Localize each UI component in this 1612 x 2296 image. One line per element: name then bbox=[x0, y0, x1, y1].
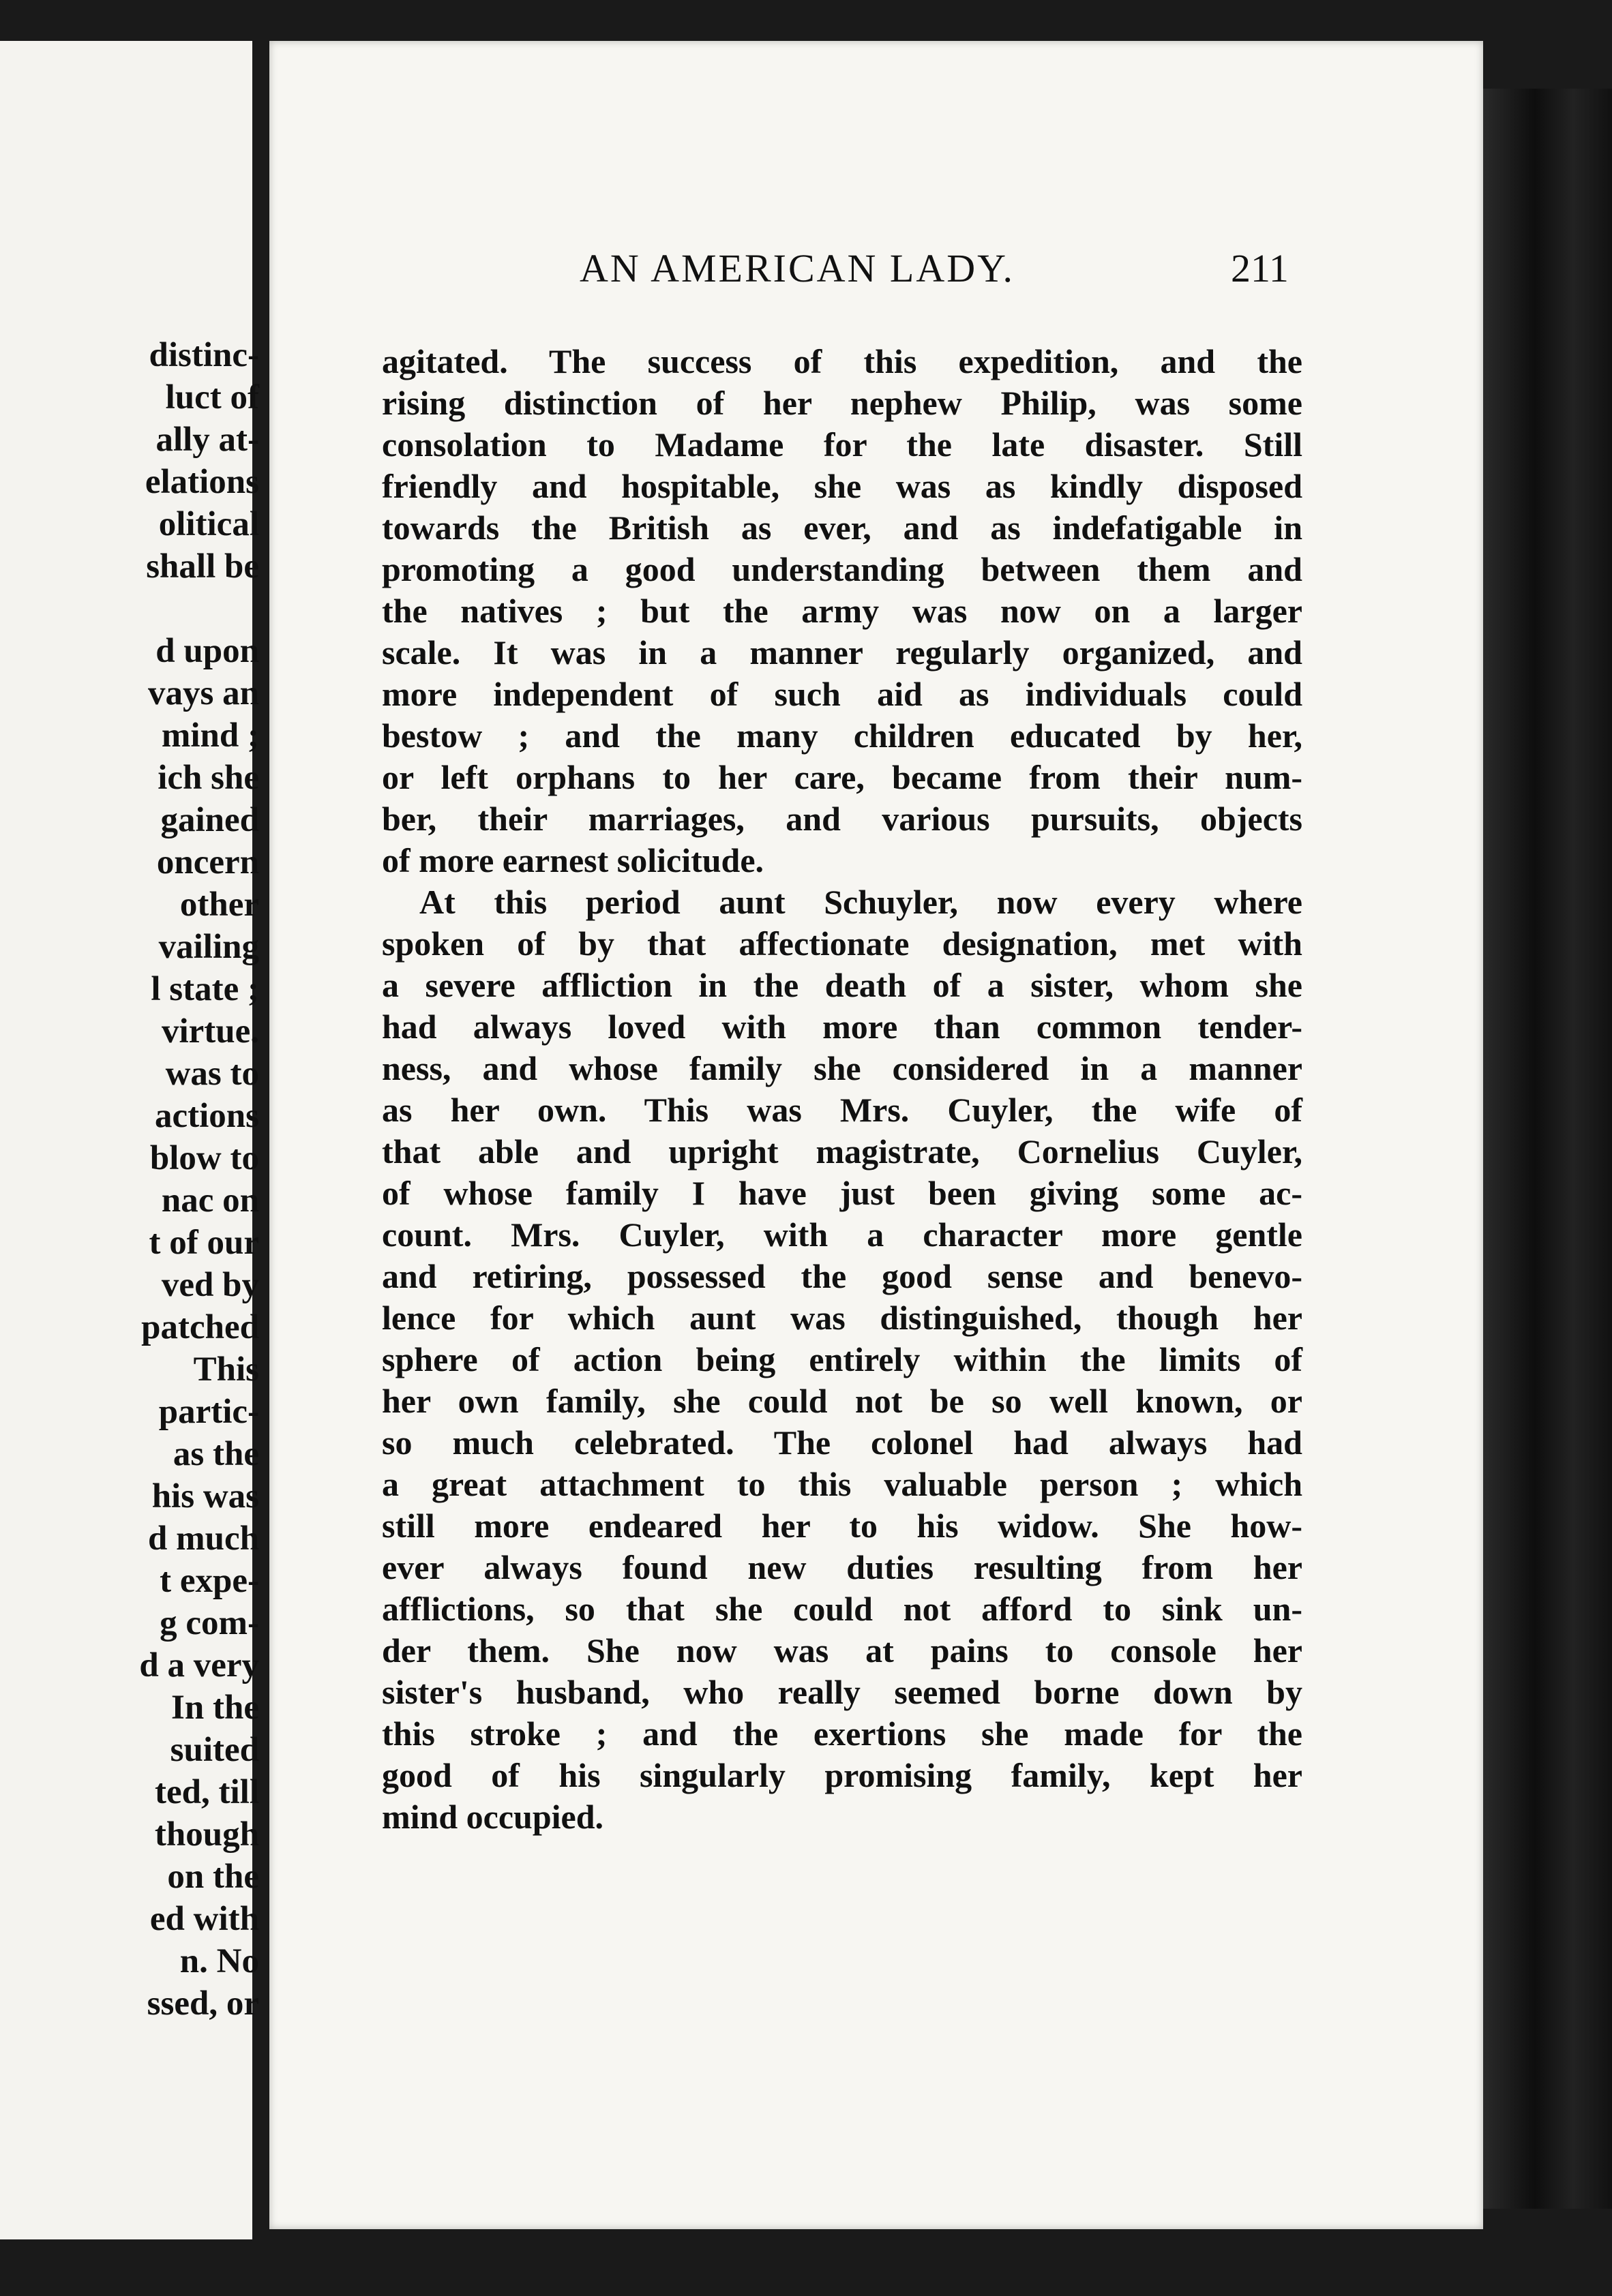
facing-page-line: on the bbox=[167, 1858, 259, 1896]
text-line: towards the British as ever, and as indefatigable in bbox=[382, 509, 1302, 547]
facing-page-line: partic- bbox=[158, 1393, 259, 1431]
text-line: and retiring, possessed the good sense and benevo- bbox=[382, 1257, 1302, 1295]
text-line: the natives ; but the army was now on a larger bbox=[382, 592, 1302, 630]
text-line: ever always found new duties resulting from her bbox=[382, 1548, 1302, 1586]
text-line: At this period aunt Schuyler, now every where bbox=[419, 883, 1302, 921]
facing-page-line: gained bbox=[160, 801, 259, 839]
text-line: afflictions, so that she could not afford to sink un- bbox=[382, 1590, 1302, 1628]
text-line: that able and upright magistrate, Cornelius Cuyler, bbox=[382, 1132, 1302, 1170]
text-line: so much celebrated. The colonel had always had bbox=[382, 1423, 1302, 1462]
facing-page-line: n. No bbox=[179, 1942, 259, 1980]
text-line: consolation to Madame for the late disaster. Still bbox=[382, 425, 1302, 464]
facing-page-line: ed with bbox=[149, 1900, 259, 1938]
facing-page-line: ich she bbox=[158, 759, 259, 797]
text-line: good of his singularly promising family, kept her bbox=[382, 1756, 1302, 1794]
facing-page-line: though bbox=[154, 1815, 259, 1854]
text-line: spoken of by that affectionate designation, met with bbox=[382, 924, 1302, 963]
text-line: sphere of action being entirely within the limits of bbox=[382, 1340, 1302, 1378]
facing-page-line: oncern bbox=[156, 843, 259, 881]
facing-page-line: t expe- bbox=[160, 1562, 259, 1600]
text-line: agitated. The success of this expedition, and the bbox=[382, 342, 1302, 380]
text-line: ber, their marriages, and various pursuits, objects bbox=[382, 800, 1302, 838]
text-line: or left orphans to her care, became from their num- bbox=[382, 758, 1302, 796]
facing-page-text bbox=[0, 334, 259, 2025]
text-line: more independent of such aid as individuals could bbox=[382, 675, 1302, 713]
text-line: lence for which aunt was distinguished, though her bbox=[382, 1299, 1302, 1337]
facing-page-line: his was bbox=[151, 1477, 259, 1515]
facing-page-line: g com- bbox=[160, 1604, 259, 1642]
text-line: of more earnest solicitude. bbox=[382, 841, 764, 879]
text-line: a severe affliction in the death of a sister, whom she bbox=[382, 966, 1302, 1004]
book-edge-shadow bbox=[1483, 89, 1612, 2209]
facing-page-line: vays an bbox=[148, 674, 259, 712]
text-line: a great attachment to this valuable person ; which bbox=[382, 1465, 1302, 1503]
facing-page-line: nac on bbox=[161, 1181, 259, 1220]
text-line: her own family, she could not be so well known, or bbox=[382, 1382, 1302, 1420]
text-line: bestow ; and the many children educated by her, bbox=[382, 716, 1302, 755]
facing-page-line: actions bbox=[155, 1097, 259, 1135]
facing-page-line: as the bbox=[173, 1435, 259, 1473]
facing-page-line: In the bbox=[171, 1689, 259, 1727]
facing-page-line: distinc- bbox=[149, 336, 259, 374]
text-line: rising distinction of her nephew Philip, was some bbox=[382, 384, 1302, 422]
running-head bbox=[269, 245, 1483, 293]
text-line: der them. She now was at pains to console her bbox=[382, 1631, 1302, 1670]
facing-page-line: ssed, or bbox=[147, 1984, 259, 2023]
text-line: promoting a good understanding between them and bbox=[382, 550, 1302, 588]
text-line: sister's husband, who really seemed borne down by bbox=[382, 1673, 1302, 1711]
facing-page-line: ted, till bbox=[155, 1773, 259, 1811]
running-title: AN AMERICAN LADY. bbox=[580, 246, 1015, 290]
text-line: still more endeared her to his widow. She how- bbox=[382, 1507, 1302, 1545]
facing-page-line bbox=[0, 588, 259, 630]
facing-page-line: ved by bbox=[161, 1266, 259, 1304]
body-text bbox=[382, 341, 1302, 1838]
facing-page-line: suited bbox=[170, 1731, 259, 1769]
facing-page-line: was to bbox=[165, 1055, 259, 1093]
text-line: of whose family I have just been giving some ac- bbox=[382, 1174, 1302, 1212]
text-line: count. Mrs. Cuyler, with a character more gentle bbox=[382, 1215, 1302, 1254]
book-page bbox=[269, 41, 1483, 2229]
text-line: as her own. This was Mrs. Cuyler, the wife of bbox=[382, 1091, 1302, 1129]
facing-page-line: blow to bbox=[149, 1139, 259, 1177]
facing-page-line: luct of bbox=[165, 378, 259, 417]
facing-page-line: t of our bbox=[149, 1224, 259, 1262]
facing-page-line: mind ; bbox=[161, 716, 259, 755]
text-line: friendly and hospitable, she was as kindly disposed bbox=[382, 467, 1302, 505]
facing-page-line: virtue. bbox=[161, 1012, 259, 1051]
facing-page-line: ally at- bbox=[155, 421, 259, 459]
facing-page-line: olitical bbox=[158, 505, 259, 543]
text-line: ness, and whose family she considered in a manner bbox=[382, 1049, 1302, 1087]
facing-page-line: l state ; bbox=[151, 970, 259, 1008]
facing-page-line: d much bbox=[148, 1520, 259, 1558]
text-line: mind occupied. bbox=[382, 1798, 604, 1836]
facing-page-line: This bbox=[193, 1350, 259, 1389]
facing-page-line: shall be bbox=[146, 547, 259, 586]
facing-page-line: patched bbox=[141, 1308, 259, 1346]
facing-page-line: elations bbox=[145, 463, 259, 501]
facing-page-line: vailing bbox=[158, 928, 259, 966]
text-line: had always loved with more than common tender- bbox=[382, 1008, 1302, 1046]
text-line: scale. It was in a manner regularly organized, and bbox=[382, 633, 1302, 671]
facing-page-line: d upon bbox=[155, 632, 259, 670]
facing-page-line: other bbox=[179, 886, 259, 924]
page-number: 211 bbox=[1231, 246, 1289, 290]
facing-page-line: d a very bbox=[139, 1646, 259, 1685]
text-line: this stroke ; and the exertions she made for the bbox=[382, 1715, 1302, 1753]
facing-page-left bbox=[0, 41, 259, 2239]
